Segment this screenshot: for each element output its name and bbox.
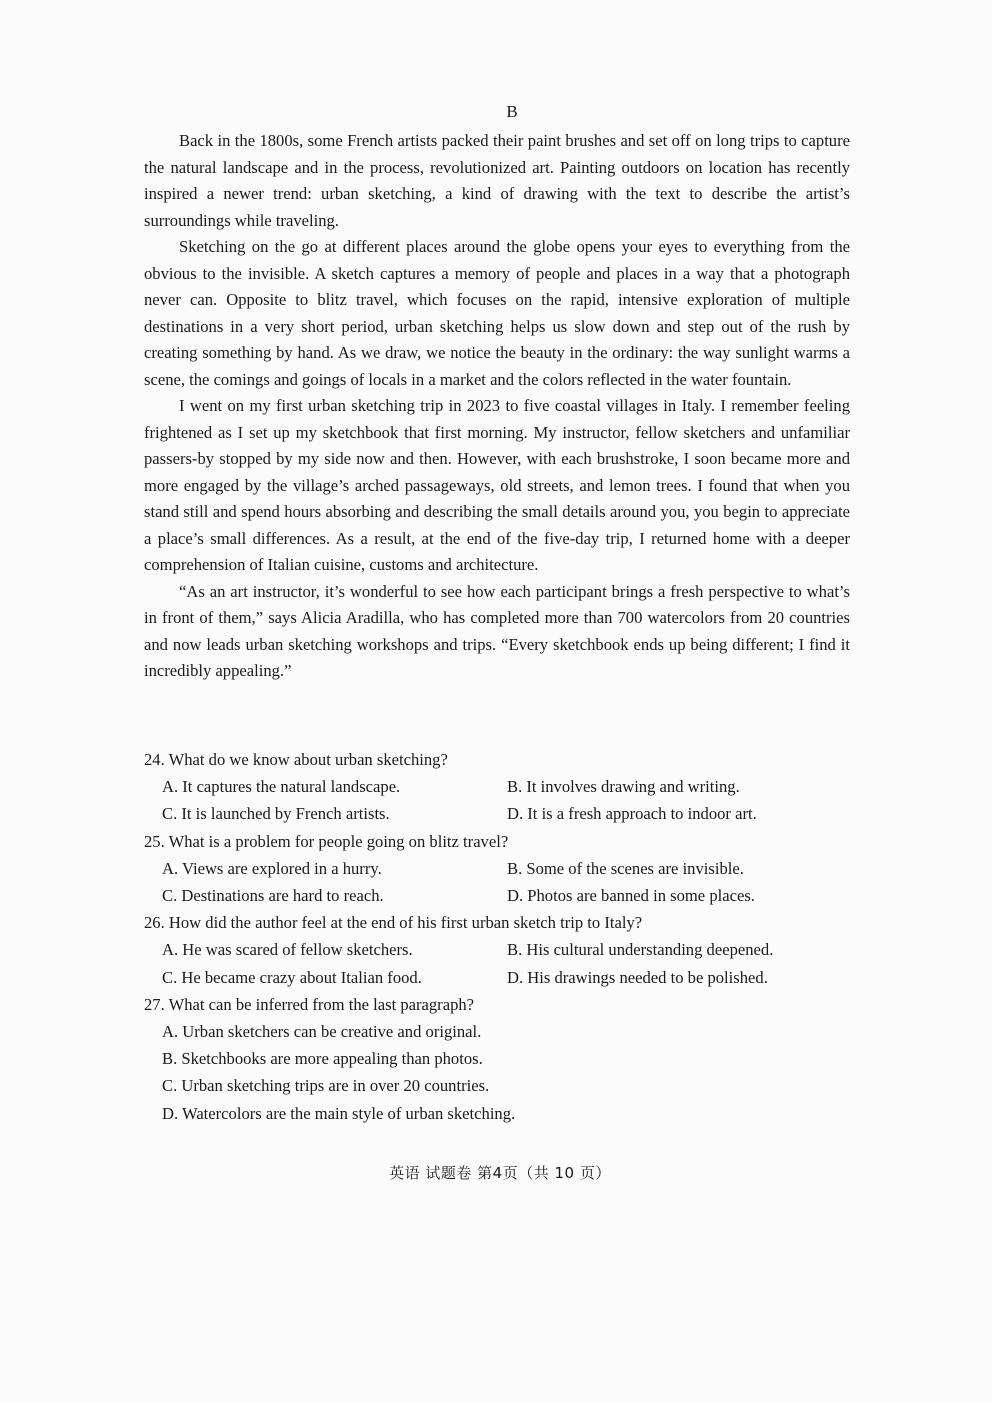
- option-c: C. It is launched by French artists.: [162, 804, 390, 824]
- section-letter: B: [506, 102, 518, 121]
- option-d: D. Photos are banned in some places.: [507, 886, 755, 906]
- passage-paragraph-1: Back in the 1800s, some French artists packed their paint brushes and set off on long trips to capture the natural landscape and in the process, revolutionized art. Painting outdoors on location has recently inspired a newer trend: urban sketching, a kind of drawing with the text to describe the artist’s surroundings while traveling.: [144, 131, 850, 230]
- question-26: [144, 909, 844, 991]
- passage-paragraph-2: Sketching on the go at different places around the globe opens your eyes to everything from the obvious to the invisible. A sketch captures a memory of people and places in a way that a photograph never can. Opposite to blitz travel, which focuses on the rapid, intensive exploration of multiple destinations in a very short period, urban sketching helps us slow down and step out of the rush by creating something by hand. As we draw, we notice the beauty in the ordinary: the way sunlight warms a scene, the comings and goings of locals in a market and the colors reflected in the water fountain.: [144, 237, 850, 389]
- option-a: A. Views are explored in a hurry.: [162, 858, 382, 878]
- option-c: C. Destinations are hard to reach.: [162, 886, 384, 906]
- option-d: D. His drawings needed to be polished.: [507, 967, 768, 987]
- passage-paragraph-3: I went on my first urban sketching trip in 2023 to five coastal villages in Italy. I remember feeling frightened as I set up my sketchbook that first morning. My instructor, fellow sketchers and unfamiliar passers-by stopped by my side now and then. However, with each brushstroke, I soon became more and more engaged by the village’s arched passageways, old streets, and lemon trees. I found that when you stand still and spend hours absorbing and describing the small details around you, you begin to appreciate a place’s small differences. As a result, at the end of the five-day trip, I returned home with a deeper comprehension of Italian cuisine, customs and architecture.: [144, 396, 850, 574]
- question-list: [144, 746, 844, 1127]
- question-25: [144, 828, 844, 910]
- page-footer: 英语 试题卷 第4页（共 10 页）: [389, 1164, 611, 1182]
- question-27: [144, 991, 844, 1127]
- option-c: C. He became crazy about Italian food.: [162, 967, 422, 987]
- reading-passage: [144, 128, 850, 685]
- question-stem: 26. How did the author feel at the end of his first urban sketch trip to Italy?: [144, 913, 643, 933]
- option-d: D. It is a fresh approach to indoor art.: [507, 804, 757, 824]
- option-b: B. Sketchbooks are more appealing than photos.: [162, 1049, 483, 1069]
- question-stem: 25. What is a problem for people going on blitz travel?: [144, 831, 509, 851]
- option-d: D. Watercolors are the main style of urban sketching.: [162, 1103, 516, 1123]
- option-b: B. Some of the scenes are invisible.: [507, 858, 744, 878]
- option-row: [144, 800, 844, 827]
- option-row: [144, 773, 844, 800]
- question-stem: 24. What do we know about urban sketching?: [144, 750, 448, 769]
- option-row: [144, 936, 844, 963]
- option-b: B. His cultural understanding deepened.: [507, 940, 774, 960]
- option-row: [144, 855, 844, 882]
- question-24: [144, 746, 844, 828]
- option-a: A. Urban sketchers can be creative and original.: [162, 1022, 482, 1042]
- option-row: [144, 964, 844, 991]
- option-row: [144, 882, 844, 909]
- option-a: A. He was scared of fellow sketchers.: [162, 940, 413, 960]
- option-c: C. Urban sketching trips are in over 20 countries.: [162, 1076, 490, 1096]
- option-b: B. It involves drawing and writing.: [507, 777, 740, 797]
- option-a: A. It captures the natural landscape.: [162, 777, 401, 797]
- passage-paragraph-4: “As an art instructor, it’s wonderful to see how each participant brings a fresh perspective to what’s in front of them,” says Alicia Aradilla, who has completed more than 700 watercolors from 20 countries and now leads urban sketching workshops and trips. “Every sketchbook ends up being different; I find it incredibly appealing.”: [144, 581, 850, 680]
- question-stem: 27. What can be inferred from the last paragraph?: [144, 994, 475, 1014]
